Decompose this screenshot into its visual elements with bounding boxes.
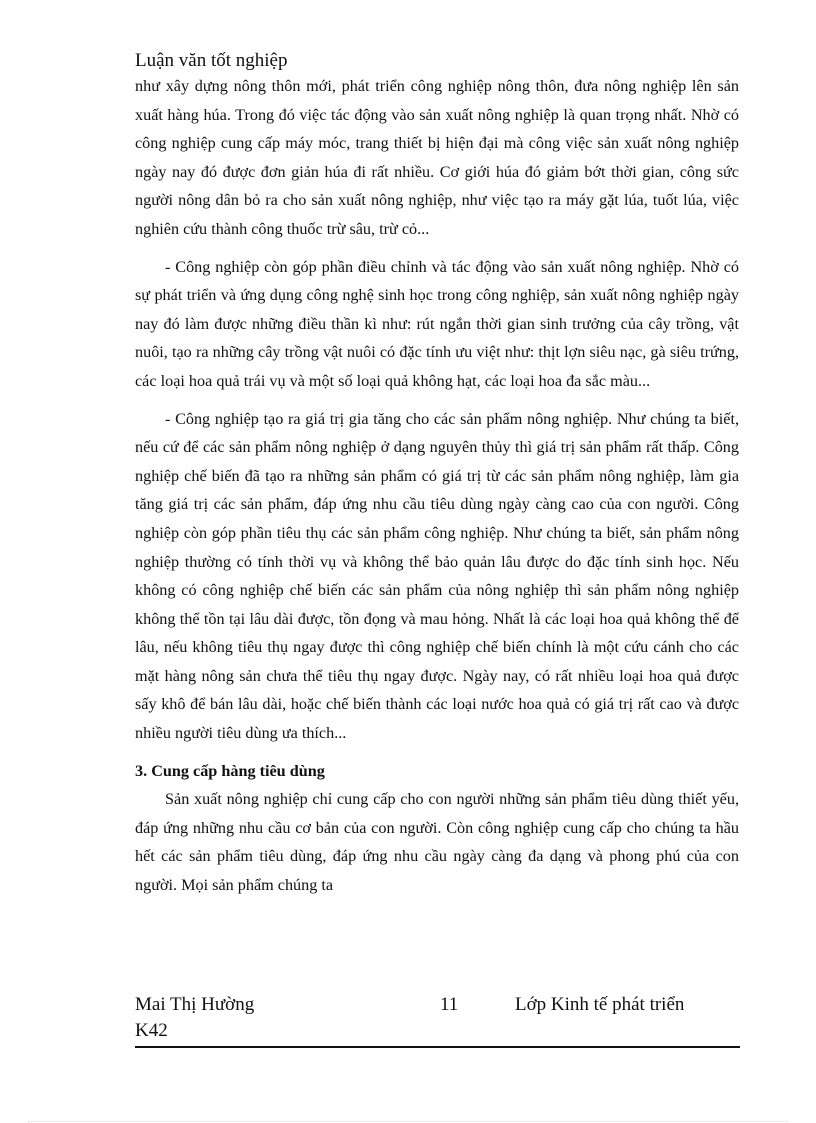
page-bottom-divider — [28, 1121, 788, 1122]
running-header: Luận văn tốt nghiệp — [135, 50, 288, 71]
paragraph-bullet-2: - Công nghiệp tạo ra giá trị gia tăng cho các sản phẩm nông nghiệp. Như chúng ta biết, nếu cứ để các sản phẩm nông nghiệp ở dạng nguyên thủy thì giá trị sản phẩm rất thấp. Công nghiệp chế biến đã tạo ra những sản phẩm có giá trị từ các sản phẩm nông nghiệp, làm gia tăng giá trị các sản phẩm, đáp ứng nhu cầu tiêu dùng ngày càng cao của con người. Công nghiệp còn góp phần tiêu thụ các sản phẩm công nghiệp. Như chúng ta biết, sản phẩm nông nghiệp thường có tính thời vụ và không thể bảo quản lâu được do đặc tính sinh học. Nếu không có công nghiệp chế biến các sản phẩm của nông nghiệp thì sản phẩm nông nghiệp không thể tồn tại lâu dài được, tồn đọng và mau hỏng. Nhất là các loại hoa quả không thể để lâu, nếu không tiêu thụ ngay được thì công nghiệp chế biến chính là một cứu cánh cho các mặt hàng nông sản chưa thể tiêu thụ ngay được. Ngày nay, có rất nhiều loại hoa quả được sấy khô để bán lâu dài, hoặc chế biến thành các loại nước hoa quả có giá trị rất cao và được nhiều người tiêu dùng ưa thích... — [135, 409, 739, 743]
footer-author: Mai Thị Hường — [135, 994, 255, 1015]
paragraph-continuation: như xây dựng nông thôn mới, phát triển công nghiệp nông thôn, đưa nông nghiệp lên sản xuất hàng húa. Trong đó việc tác động vào sản xuất nông nghiệp là quan trọng nhất. Nhờ có công nghiệp cung cấp máy móc, trang thiết bị hiện đại mà công việc sản xuất nông nghiệp ngày nay đó được đơn giản húa đi rất nhiều. Cơ giới húa đó giảm bớt thời gian, công sức người nông dân bỏ ra cho sản xuất nông nghiệp, như việc tạo ra máy gặt lúa, tuốt lúa, việc nghiên cứu thành công thuốc trừ sâu, trừ cỏ... — [135, 77, 739, 238]
section-heading: 3. Cung cấp hàng tiêu dùng — [135, 761, 325, 780]
footer-class-code: K42 — [135, 1020, 168, 1041]
footer-rule — [135, 1046, 740, 1048]
body-text — [135, 72, 739, 909]
footer-class-name: Lớp Kinh tế phát triển — [515, 994, 685, 1015]
paragraph-bullet-1: - Công nghiệp còn góp phần điều chỉnh và tác động vào sản xuất nông nghiệp. Nhờ có sự phát triển và ứng dụng công nghệ sinh học trong công nghiệp, sản xuất nông nghiệp ngày nay đó làm được những điều thần kì như: rút ngắn thời gian sinh trưởng của cây trồng, vật nuôi, tạo ra những cây trồng vật nuôi có đặc tính ưu việt như: thịt lợn siêu nạc, gà siêu trứng, các loại hoa quả trái vụ và một số loại quả không hạt, các loại hoa đa sắc màu... — [135, 257, 739, 390]
page-number: 11 — [440, 994, 459, 1015]
section-paragraph: Sản xuất nông nghiệp chỉ cung cấp cho con người những sản phẩm tiêu dùng thiết yếu, đáp ứng những nhu cầu cơ bản của con người. Còn công nghiệp cung cấp cho chúng ta hầu hết các sản phẩm tiêu dùng, đáp ứng nhu cầu ngày càng đa dạng và phong phú của con người. Mọi sản phẩm chúng ta — [135, 790, 739, 895]
